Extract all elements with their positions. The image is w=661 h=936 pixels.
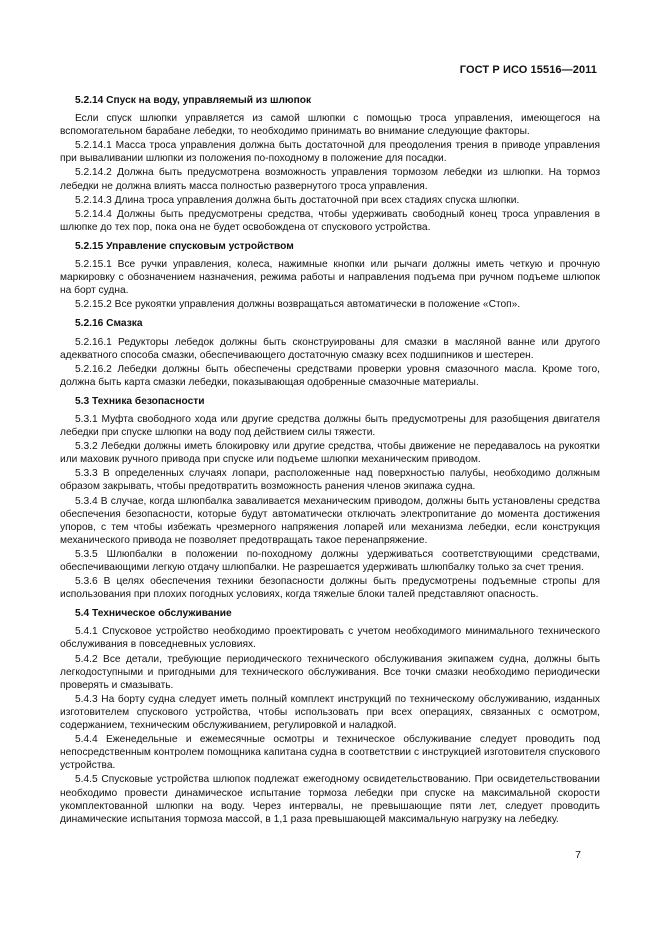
paragraph: 5.2.15.2 Все рукоятки управления должны возвращаться автоматически в положение «Стоп». <box>75 299 521 311</box>
paragraph: 5.2.14.2 Должна быть предусмотрена возможность управления тормозом лебедки из шлюпки. На тормоз лебедки не должна влиять масса полностью развернутого троса управления. <box>60 167 600 192</box>
paragraph: 5.3.1 Муфта свободного хода или другие средства должны быть предусмотрены для разобщения двигателя лебедки при спуске шлюпки на воду под действием силы тяжести. <box>60 413 600 439</box>
section-heading: 5.2.14 Спуск на воду, управляемый из шлюпок <box>75 95 312 106</box>
paragraph: 5.2.14.1 Масса троса управления должна быть достаточной для преодоления трения в приводе управления при вываливании шлюпки из положения по-походному в положение для посадки. <box>60 140 600 165</box>
document-body <box>60 94 600 827</box>
paragraph: 5.2.15.1 Все ручки управления, колеса, нажимные кнопки или рычаги должны иметь четкую и прочную маркировку с обозначением назначения, режима работы и направления подъема при ручном подъеме шлюпок на борт судна. <box>60 259 600 297</box>
paragraph: 5.3.6 В целях обеспечения техники безопасности должны быть предусмотрены подъемные стропы для использования при плохих погодных условиях, когда тяжелые блоки талей представляют опасность. <box>60 576 600 601</box>
paragraph: 5.2.14.4 Должны быть предусмотрены средства, чтобы удерживать свободный конец троса управления в шлюпке до тех пор, пока она не будет освобождена от спускового устройства. <box>60 208 600 233</box>
paragraph: 5.3.4 В случае, когда шлюпбалка заваливается механическим приводом, должны быть установлены средства обеспечения безопасности, которые будут автоматически отключать электропитание до момента достижения упоров, с тем чтобы избежать чрезмерного напряжения лопарей или механизма лебедки, если конструкция механического привода не позволяет предотвращать такое перенапряжение. <box>60 495 600 546</box>
section-heading: 5.3 Техника безопасности <box>75 395 205 407</box>
paragraph: 5.3.3 В определенных случаях лопари, расположенные над поверхностью палубы, необходимо должным образом закрывать, чтобы предотвратить возможность ранения членов экипажа судна. <box>60 468 600 493</box>
paragraph: Если спуск шлюпки управляется из самой шлюпки с помощью троса управления, имеющегося на вспомогательном барабане лебедки, то необходимо принимать во внимание следующие факторы. <box>60 113 600 138</box>
section-heading: 5.2.16 Смазка <box>75 318 143 330</box>
document-header: ГОСТ Р ИСО 15516—2011 <box>459 64 597 76</box>
paragraph: 5.2.14.3 Длина троса управления должна быть достаточной при всех стадиях спуска шлюпки. <box>75 194 520 206</box>
section-heading: 5.4 Техническое обслуживание <box>75 608 232 620</box>
paragraph: 5.4.5 Спусковые устройства шлюпок подлежат ежегодному освидетельствованию. При освидетельствовании необходимо провести динамическое испытание тормоза лебедки при спуске на максимальной скорости укомплектованной шлюпки на воду. Через интервалы, не превышающие пяти лет, следует проводить динамические испытания тормоза массой, в 1,1 раза превышающей максимальную нагрузку на лебедку. <box>60 774 600 825</box>
paragraph: 5.2.16.1 Редукторы лебедок должны быть сконструированы для смазки в масляной ванне или другого адекватного способа смазки, обеспечивающего достаточную смазку всех подшипников и шестерен. <box>60 336 600 361</box>
paragraph: 5.4.1 Спусковое устройство необходимо проектировать с учетом необходимого минимального технического обслуживания в повседневных условиях. <box>60 626 600 651</box>
paragraph: 5.4.3 На борту судна следует иметь полный комплект инструкций по техническому обслуживанию, изданных изготовителем спускового устройства, чтобы использовать при всех операциях, связанных с осмотром, содержанием, техническим обслуживанием, регулировкой и наладкой. <box>60 693 600 732</box>
paragraph: 5.2.16.2 Лебедки должны быть обеспечены средствами проверки уровня смазочного масла. Кроме того, должна быть карта смазки лебедки, показывающая одобренные смазочные материалы. <box>60 363 600 388</box>
page-number: 7 <box>575 849 581 861</box>
paragraph: 5.4.2 Все детали, требующие периодического технического обслуживания экипажем судна, должны быть легкодоступными и пригодными для технического обслуживания. Все точки смазки необходимо периодически проверять и смазывать. <box>60 653 600 691</box>
section-heading: 5.2.15 Управление спусковым устройством <box>75 240 294 252</box>
paragraph: 5.4.4 Еженедельные и ежемесячные осмотры и техническое обслуживание следует проводить под непосредственным контролем помощника капитана судна в соответствии с инструкцией изготовителя спускового устройства. <box>60 734 600 772</box>
paragraph: 5.3.2 Лебедки должны иметь блокировку или другие средства, чтобы движение не передавалось на рукоятки или маховик ручного привода при спуске или подъеме шлюпки механическим приводом. <box>60 441 600 466</box>
paragraph: 5.3.5 Шлюпбалки в положении по-походному должны удерживаться соответствующими средствами, обеспечивающими легкую отдачу шлюпбалки. Не разрешается удерживать шлюпбалку только за счет трения. <box>60 548 600 573</box>
